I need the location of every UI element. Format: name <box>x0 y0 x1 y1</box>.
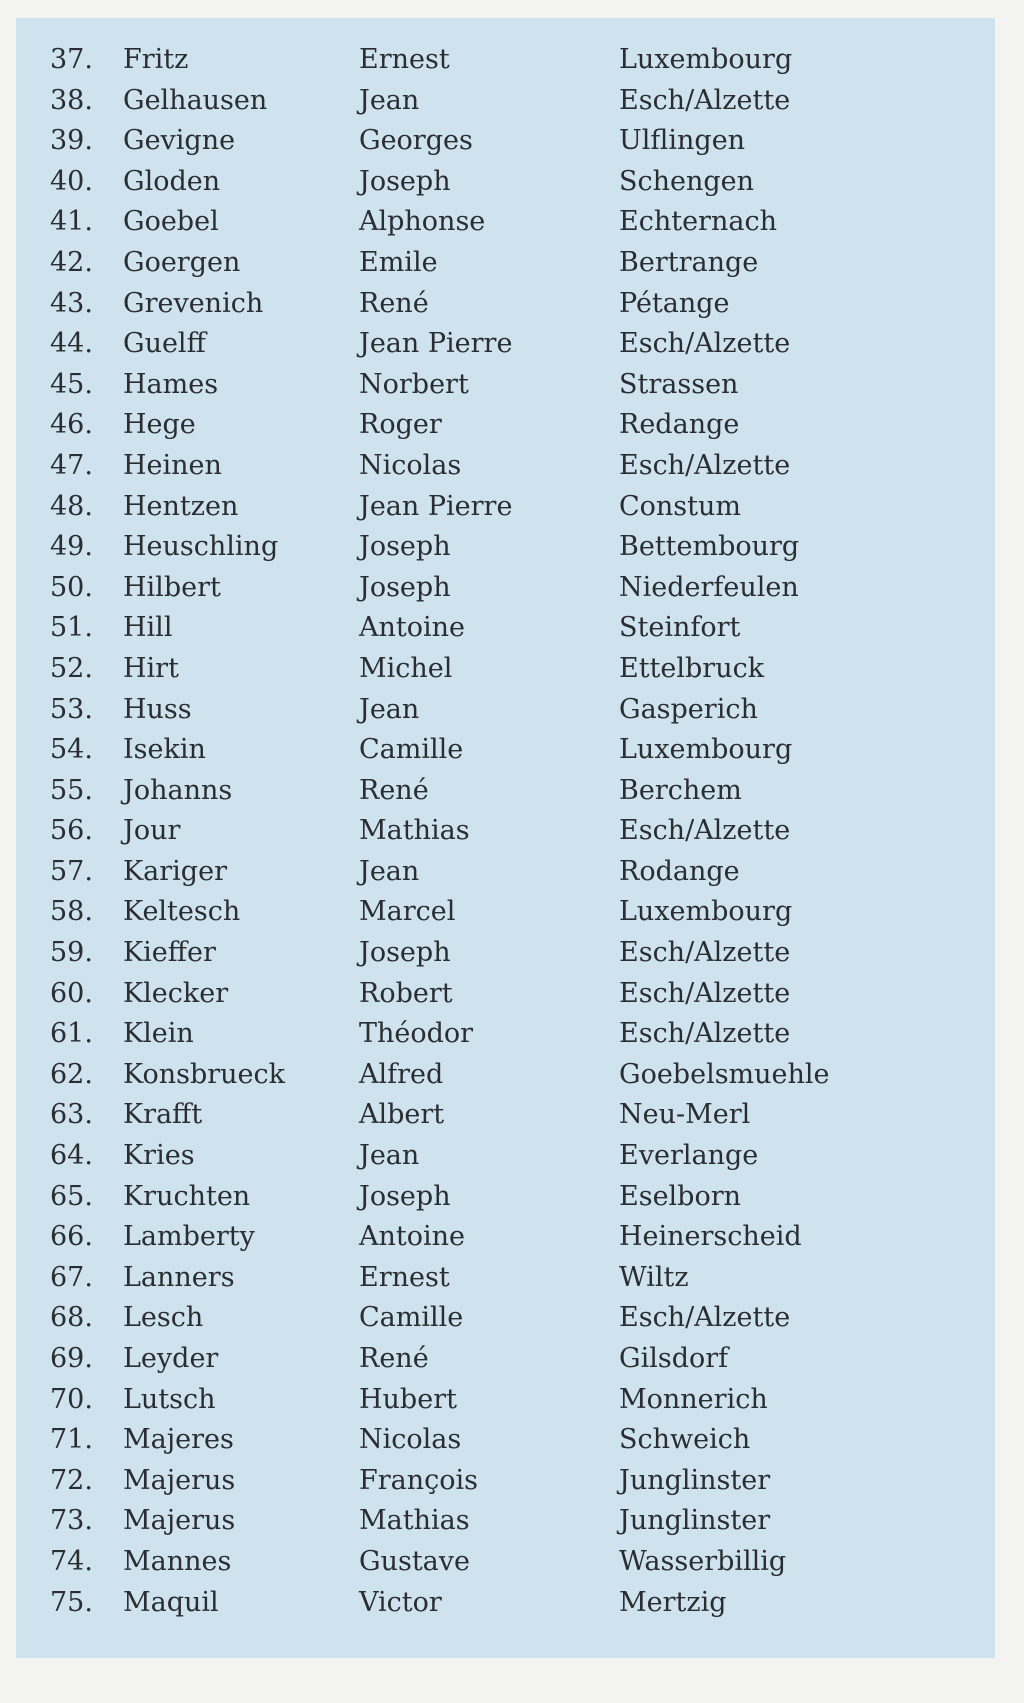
entry-number: 69. <box>50 1343 93 1374</box>
entry-first-name: Jean <box>359 693 420 725</box>
entry-place: Esch/Alzette <box>619 815 791 847</box>
entry-first-name: Antoine <box>359 1221 465 1253</box>
entry-last-name: Kieffer <box>123 937 216 969</box>
entry-first-name: Joseph <box>359 1180 451 1212</box>
entry-last-name: Gevigne <box>123 125 236 157</box>
entry-number: 61. <box>50 1018 93 1050</box>
entry-first-name: François <box>359 1464 478 1496</box>
entry-place: Esch/Alzette <box>619 1302 791 1334</box>
entry-number: 42. <box>50 246 93 278</box>
entry-last-name: Klecker <box>123 977 229 1009</box>
entry-number: 55. <box>50 774 93 806</box>
name-list-panel <box>16 18 995 1658</box>
entry-last-name: Hentzen <box>123 490 239 522</box>
entry-place: Junglinster <box>619 1464 771 1496</box>
entry-first-name: Jean Pierre <box>359 490 513 522</box>
entry-place: Constum <box>619 490 742 522</box>
entry-last-name: Majerus <box>123 1464 236 1496</box>
entry-last-name: Maquil <box>123 1586 219 1618</box>
entry-last-name: Huss <box>123 693 192 725</box>
entry-place: Gasperich <box>619 693 758 725</box>
entry-place: Eselborn <box>619 1180 742 1212</box>
entry-number: 68. <box>50 1302 93 1334</box>
entry-last-name: Klein <box>123 1018 194 1050</box>
entry-place: Niederfeulen <box>619 571 799 603</box>
entry-place: Esch/Alzette <box>619 84 791 116</box>
entry-last-name: Isekin <box>123 734 206 766</box>
entry-last-name: Kries <box>123 1140 195 1172</box>
name-list <box>16 44 995 1645</box>
entry-first-name: Michel <box>359 652 453 684</box>
entry-number: 56. <box>50 815 93 847</box>
entry-first-name: Gustave <box>359 1545 470 1577</box>
entry-last-name: Lesch <box>123 1302 204 1334</box>
entry-place: Luxembourg <box>619 44 793 75</box>
entry-place: Neu-Merl <box>619 1099 751 1131</box>
entry-place: Wasserbillig <box>619 1545 787 1577</box>
entry-first-name: Jean Pierre <box>359 328 513 360</box>
entry-number: 45. <box>50 368 93 400</box>
entry-place: Goebelsmuehle <box>619 1058 830 1090</box>
entry-first-name: Théodor <box>359 1018 474 1050</box>
entry-place: Echternach <box>619 206 777 238</box>
entry-number: 73. <box>50 1505 93 1537</box>
entry-place: Monnerich <box>619 1383 768 1415</box>
entry-place: Luxembourg <box>619 734 793 766</box>
entry-number: 58. <box>50 896 93 928</box>
entry-number: 54. <box>50 734 93 766</box>
entry-last-name: Jour <box>123 815 181 847</box>
entry-last-name: Lanners <box>123 1261 235 1293</box>
entry-last-name: Hilbert <box>123 571 221 603</box>
entry-place: Esch/Alzette <box>619 328 791 360</box>
entry-place: Rodange <box>619 855 740 887</box>
entry-first-name: Camille <box>359 1302 464 1334</box>
entry-last-name: Fritz <box>123 44 189 75</box>
entry-place: Esch/Alzette <box>619 977 791 1009</box>
entry-first-name: Marcel <box>359 896 456 928</box>
entry-number: 41. <box>50 206 93 238</box>
entry-number: 40. <box>50 165 93 197</box>
entry-number: 71. <box>50 1424 93 1456</box>
entry-place: Gilsdorf <box>619 1343 729 1374</box>
entry-number: 66. <box>50 1221 93 1253</box>
entry-place: Schweich <box>619 1424 751 1456</box>
entry-place: Pétange <box>619 287 730 319</box>
entry-first-name: Mathias <box>359 815 470 847</box>
entry-last-name: Grevenich <box>123 287 264 319</box>
entry-first-name: Jean <box>359 84 420 116</box>
entry-first-name: Roger <box>359 409 442 441</box>
entry-first-name: Alfred <box>359 1058 444 1090</box>
entry-place: Heinerscheid <box>619 1221 802 1253</box>
entry-number: 67. <box>50 1261 93 1293</box>
entry-number: 43. <box>50 287 93 319</box>
entry-number: 48. <box>50 490 93 522</box>
entry-last-name: Lamberty <box>123 1221 255 1253</box>
entry-place: Ettelbruck <box>619 652 765 684</box>
list-item <box>16 1586 995 1646</box>
entry-last-name: Lutsch <box>123 1383 216 1415</box>
entry-last-name: Gelhausen <box>123 84 268 116</box>
entry-first-name: Victor <box>359 1586 442 1618</box>
entry-first-name: Joseph <box>359 165 451 197</box>
entry-first-name: Emile <box>359 246 438 278</box>
entry-first-name: Norbert <box>359 368 469 400</box>
entry-number: 47. <box>50 449 93 481</box>
entry-place: Strassen <box>619 368 739 400</box>
entry-number: 57. <box>50 855 93 887</box>
entry-first-name: René <box>359 287 429 319</box>
entry-first-name: Joseph <box>359 531 451 563</box>
entry-number: 38. <box>50 84 93 116</box>
entry-place: Luxembourg <box>619 896 793 928</box>
entry-place: Redange <box>619 409 740 441</box>
entry-place: Wiltz <box>619 1261 689 1293</box>
entry-number: 39. <box>50 125 93 157</box>
entry-place: Steinfort <box>619 612 741 644</box>
entry-place: Esch/Alzette <box>619 449 791 481</box>
entry-place: Schengen <box>619 165 755 197</box>
entry-first-name: Joseph <box>359 571 451 603</box>
entry-last-name: Hirt <box>123 652 179 684</box>
entry-last-name: Majeres <box>123 1424 234 1456</box>
entry-number: 62. <box>50 1058 93 1090</box>
entry-last-name: Krafft <box>123 1099 203 1131</box>
entry-first-name: Georges <box>359 125 473 157</box>
entry-first-name: Joseph <box>359 937 451 969</box>
entry-first-name: Ernest <box>359 44 450 75</box>
entry-number: 50. <box>50 571 93 603</box>
entry-number: 37. <box>50 44 93 75</box>
entry-place: Bertrange <box>619 246 759 278</box>
entry-last-name: Goebel <box>123 206 219 238</box>
entry-first-name: Albert <box>359 1099 445 1131</box>
entry-first-name: Nicolas <box>359 449 462 481</box>
entry-last-name: Guelff <box>123 328 206 360</box>
entry-first-name: Hubert <box>359 1383 457 1415</box>
entry-first-name: Ernest <box>359 1261 450 1293</box>
entry-first-name: René <box>359 1343 429 1374</box>
entry-last-name: Konsbrueck <box>123 1058 285 1090</box>
entry-last-name: Johanns <box>123 774 233 806</box>
entry-last-name: Gloden <box>123 165 221 197</box>
entry-last-name: Keltesch <box>123 896 241 928</box>
entry-number: 70. <box>50 1383 93 1415</box>
entry-number: 49. <box>50 531 93 563</box>
entry-last-name: Hames <box>123 368 219 400</box>
entry-place: Esch/Alzette <box>619 937 791 969</box>
entry-number: 59. <box>50 937 93 969</box>
entry-first-name: Jean <box>359 1140 420 1172</box>
entry-number: 52. <box>50 652 93 684</box>
entry-first-name: Camille <box>359 734 464 766</box>
entry-first-name: Nicolas <box>359 1424 462 1456</box>
entry-first-name: René <box>359 774 429 806</box>
entry-number: 75. <box>50 1586 93 1618</box>
entry-last-name: Leyder <box>123 1343 219 1374</box>
entry-number: 64. <box>50 1140 93 1172</box>
entry-number: 44. <box>50 328 93 360</box>
entry-last-name: Kariger <box>123 855 227 887</box>
entry-last-name: Mannes <box>123 1545 232 1577</box>
entry-first-name: Antoine <box>359 612 465 644</box>
entry-first-name: Jean <box>359 855 420 887</box>
entry-last-name: Goergen <box>123 246 241 278</box>
entry-last-name: Heinen <box>123 449 222 481</box>
entry-number: 46. <box>50 409 93 441</box>
entry-last-name: Kruchten <box>123 1180 251 1212</box>
entry-last-name: Hill <box>123 612 173 644</box>
entry-last-name: Hege <box>123 409 196 441</box>
entry-first-name: Robert <box>359 977 453 1009</box>
entry-number: 53. <box>50 693 93 725</box>
entry-place: Everlange <box>619 1140 759 1172</box>
entry-last-name: Heuschling <box>123 531 279 563</box>
entry-place: Mertzig <box>619 1586 727 1618</box>
entry-number: 65. <box>50 1180 93 1212</box>
entry-place: Esch/Alzette <box>619 1018 791 1050</box>
entry-number: 72. <box>50 1464 93 1496</box>
entry-number: 51. <box>50 612 93 644</box>
entry-first-name: Mathias <box>359 1505 470 1537</box>
entry-number: 60. <box>50 977 93 1009</box>
entry-last-name: Majerus <box>123 1505 236 1537</box>
entry-number: 63. <box>50 1099 93 1131</box>
entry-first-name: Alphonse <box>359 206 486 238</box>
entry-place: Berchem <box>619 774 742 806</box>
entry-place: Bettembourg <box>619 531 800 563</box>
entry-number: 74. <box>50 1545 93 1577</box>
entry-place: Junglinster <box>619 1505 771 1537</box>
entry-place: Ulflingen <box>619 125 746 157</box>
